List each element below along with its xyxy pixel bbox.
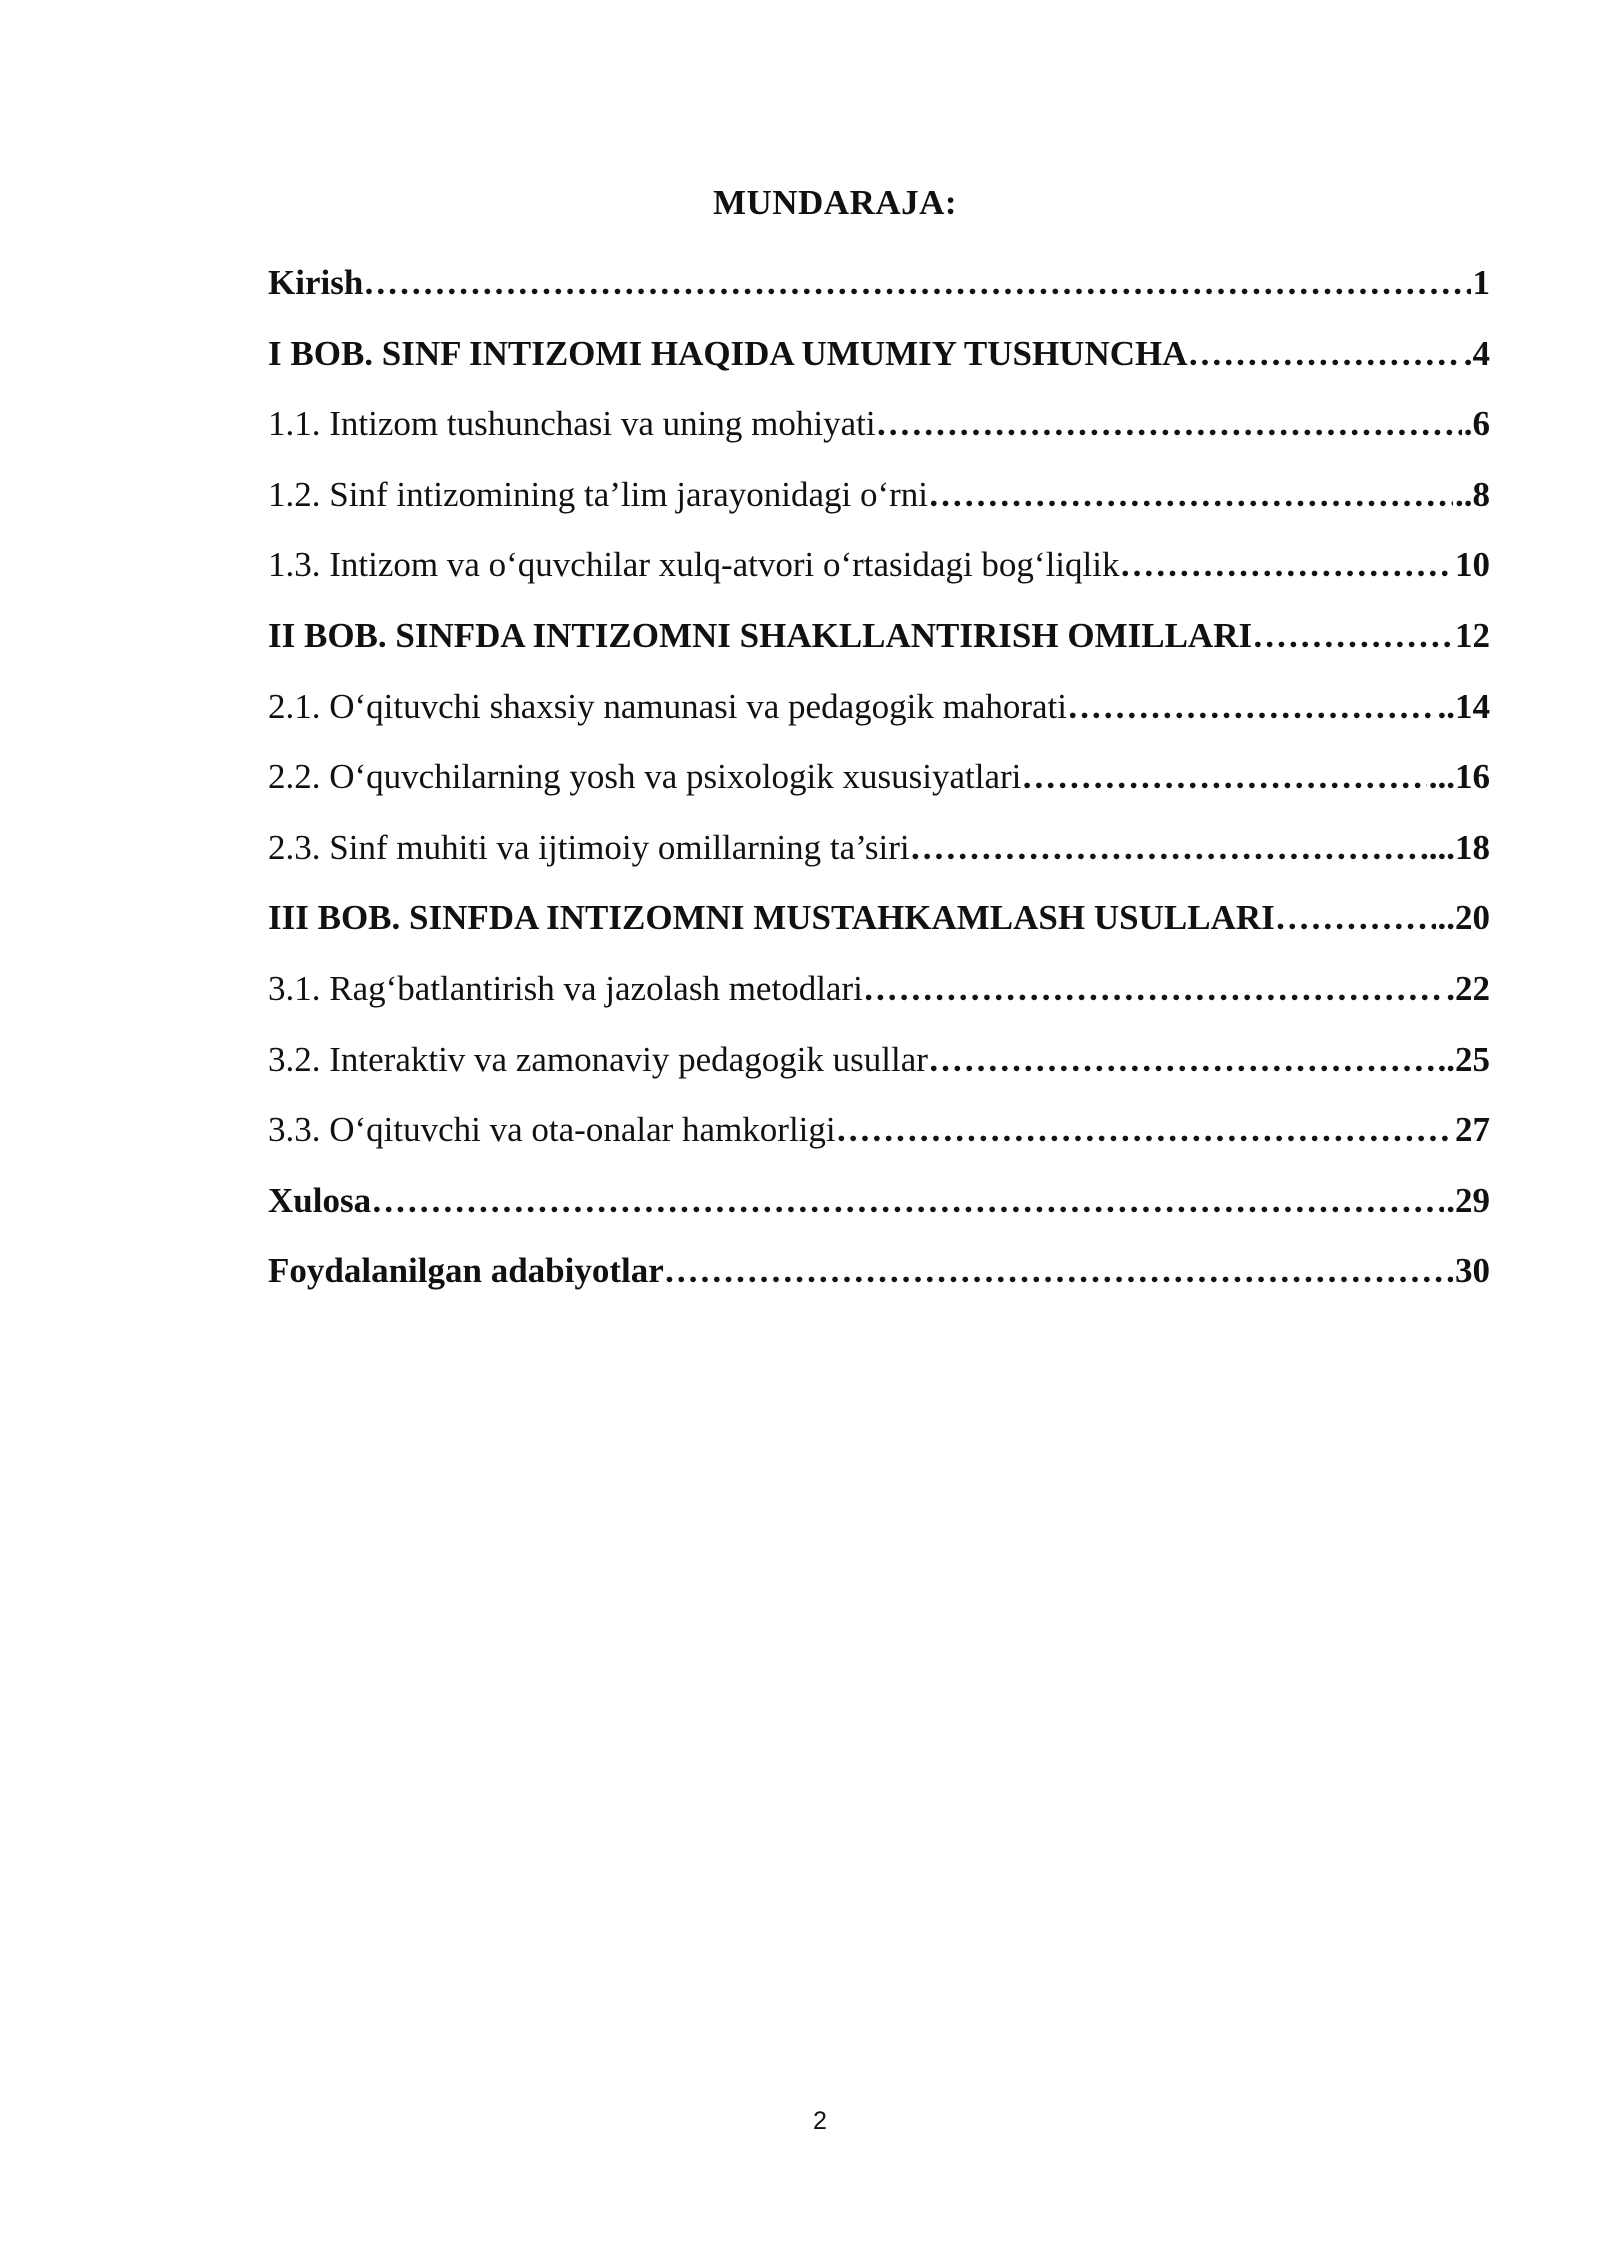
toc-entry-page: ..25	[1437, 1039, 1490, 1079]
toc-dot-leader	[1188, 319, 1462, 390]
toc-entry	[268, 1166, 1490, 1237]
toc-dot-leader	[928, 460, 1453, 531]
toc-entry-label: Kirish	[268, 263, 364, 302]
toc-entry-label: 3.1. Rag‘batlantirish va jazolash metodlari	[268, 968, 863, 1008]
toc-entry-page: 1	[1472, 263, 1490, 302]
page-number: 2	[813, 2107, 827, 2135]
toc-entry-page: ...16	[1428, 757, 1490, 797]
toc-entry-label: Xulosa	[268, 1180, 372, 1220]
toc-dot-leader	[836, 1095, 1453, 1166]
toc-dot-leader	[363, 248, 1470, 319]
toc-dot-leader	[1252, 601, 1453, 672]
toc-dot-leader	[1275, 883, 1436, 954]
toc-entry-page: ..20	[1437, 898, 1490, 938]
toc-entry	[268, 813, 1490, 884]
toc-entry	[268, 954, 1490, 1025]
toc-dot-leader	[910, 813, 1418, 884]
toc-entry	[268, 1236, 1490, 1307]
toc-entry	[268, 601, 1490, 672]
toc-dot-leader	[1119, 530, 1453, 601]
toc-entry	[268, 319, 1490, 390]
toc-dot-leader	[664, 1236, 1453, 1307]
toc-entry-page: 12	[1455, 615, 1490, 655]
toc-entry-page: 27	[1455, 1110, 1490, 1150]
toc-dot-leader	[371, 1166, 1444, 1237]
toc-entry-label: 2.3. Sinf muhiti va ijtimoiy omillarning ta’siri	[268, 827, 910, 867]
toc-entry-page: ..8	[1455, 474, 1490, 514]
toc-entry-label: 3.2. Interaktiv va zamonaviy pedagogik usullar	[268, 1039, 928, 1079]
toc-entry-label: III BOB. SINFDA INTIZOMNI MUSTAHKAMLASH USULLARI	[268, 898, 1275, 938]
toc-entry-page: .4	[1463, 333, 1490, 373]
toc-entry	[268, 742, 1490, 813]
toc-entry	[268, 1025, 1490, 1096]
toc-dot-leader	[876, 389, 1462, 460]
toc-entry-label: Foydalanilgan adabiyotlar	[268, 1251, 664, 1291]
toc-dot-leader	[1021, 742, 1426, 813]
toc-dot-leader	[863, 954, 1444, 1025]
toc-entry	[268, 460, 1490, 531]
toc-entry	[268, 883, 1490, 954]
toc-entry-page: .6	[1463, 404, 1490, 444]
toc-entry-page: 30	[1455, 1251, 1490, 1291]
toc-entry-label: 2.1. O‘qituvchi shaxsiy namunasi va pedagogik mahorati	[268, 686, 1068, 726]
toc-entry	[268, 389, 1490, 460]
toc-entry-label: I BOB. SINF INTIZOMI HAQIDA UMUMIY TUSHUNCHA	[268, 333, 1188, 373]
toc-entry-page: .29	[1446, 1180, 1490, 1220]
toc-entry-label: 1.2. Sinf intizomining ta’lim jarayonidagi o‘rni	[268, 474, 929, 514]
toc-entry	[268, 248, 1490, 319]
table-of-contents	[268, 248, 1490, 1307]
toc-entry-label: 1.1. Intizom tushunchasi va uning mohiyati	[268, 404, 876, 444]
toc-entry-label: II BOB. SINFDA INTIZOMNI SHAKLLANTIRISH OMILLARI	[268, 615, 1253, 655]
toc-entry-page: ..14	[1437, 686, 1490, 726]
toc-entry-page: ....18	[1420, 827, 1490, 867]
toc-entry-label: 1.3. Intizom va o‘quvchilar xulq-atvori o‘rtasidagi bog‘liqlik	[268, 545, 1120, 585]
toc-entry-page: .22	[1446, 968, 1490, 1008]
toc-entry-page: 10	[1455, 545, 1490, 585]
toc-entry-label: 2.2. O‘quvchilarning yosh va psixologik xususiyatlari	[268, 757, 1022, 797]
toc-entry	[268, 672, 1490, 743]
toc-dot-leader	[1067, 672, 1435, 743]
toc-title: MUNDARAJA:	[712, 183, 958, 222]
toc-entry-label: 3.3. O‘qituvchi va ota-onalar hamkorligi	[268, 1110, 836, 1150]
toc-dot-leader	[928, 1025, 1436, 1096]
toc-entry	[268, 1095, 1490, 1166]
toc-entry	[268, 530, 1490, 601]
